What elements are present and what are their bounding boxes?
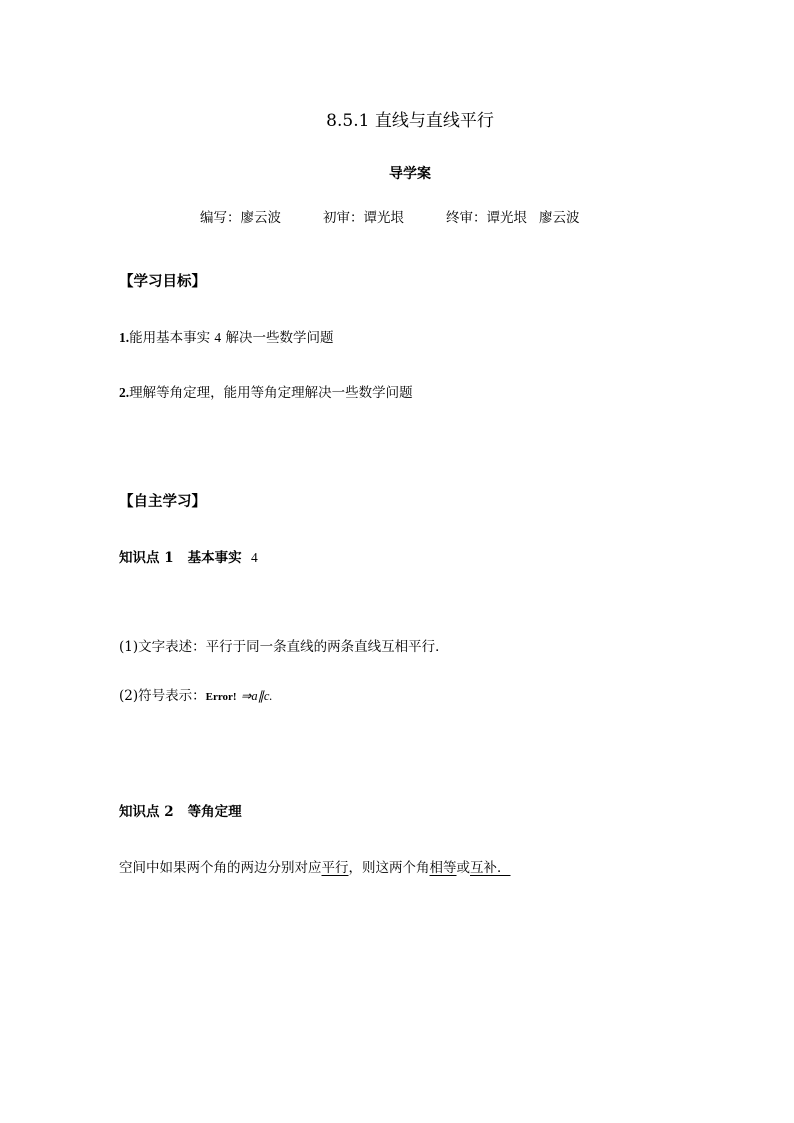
final-reviewer-second: 廖云波 xyxy=(539,210,580,226)
objective-number: 2. xyxy=(119,385,130,400)
kp1-symbol xyxy=(119,684,273,704)
objective-number: 1. xyxy=(119,330,130,345)
kp1-digit: 4 xyxy=(251,550,258,565)
statement-text: 平行于同一条直线的两条直线互相平行． xyxy=(205,639,449,655)
sentence-part: ，则这两个角 xyxy=(348,860,430,876)
statement-prefix: (1)文字表述： xyxy=(119,639,206,655)
symbol-error: Error! xyxy=(205,691,237,703)
blank-answer: 相等 xyxy=(429,860,457,876)
first-reviewer: 初审：谭光垠 xyxy=(323,210,404,226)
kp2-label: 知识点 2 xyxy=(119,804,174,820)
objective-item-2 xyxy=(119,381,413,401)
kp1-label: 知识点 1 xyxy=(119,550,174,566)
objective-item-1 xyxy=(119,326,333,346)
self-study-heading: 【自主学习】 xyxy=(119,493,206,510)
objective-text: 理解等角定理，能用等角定理解决一些数学问题 xyxy=(129,385,413,401)
kp1-statement xyxy=(119,635,449,655)
sentence-part: 或 xyxy=(456,860,470,876)
kp2-name: 等角定理 xyxy=(187,804,242,820)
blank-answer: 平行 xyxy=(321,860,349,876)
knowledge-point-1-heading xyxy=(119,546,258,566)
objective-text: 能用基本事实 xyxy=(129,330,211,346)
kp1-name: 基本事实 xyxy=(187,550,242,566)
writer: 编写：廖云波 xyxy=(200,210,281,226)
objectives-heading: 【学习目标】 xyxy=(119,273,206,290)
authors-line xyxy=(200,206,580,226)
final-reviewer: 终审：谭光垠 xyxy=(446,210,527,226)
page-subtitle: 导学案 xyxy=(389,166,431,182)
objective-text: 解决一些数学问题 xyxy=(225,330,334,346)
blank-answer: 互补． xyxy=(470,860,511,876)
kp2-sentence xyxy=(119,856,511,876)
objective-digit: 4 xyxy=(214,330,222,345)
symbol-result: ⇒a∥c. xyxy=(240,689,273,703)
page-title: 8.5.1 直线与直线平行 xyxy=(326,111,494,131)
knowledge-point-2-heading xyxy=(119,800,242,820)
symbol-prefix: (2)符号表示： xyxy=(119,688,206,704)
sentence-part: 空间中如果两个角的两边分别对应 xyxy=(119,860,322,876)
